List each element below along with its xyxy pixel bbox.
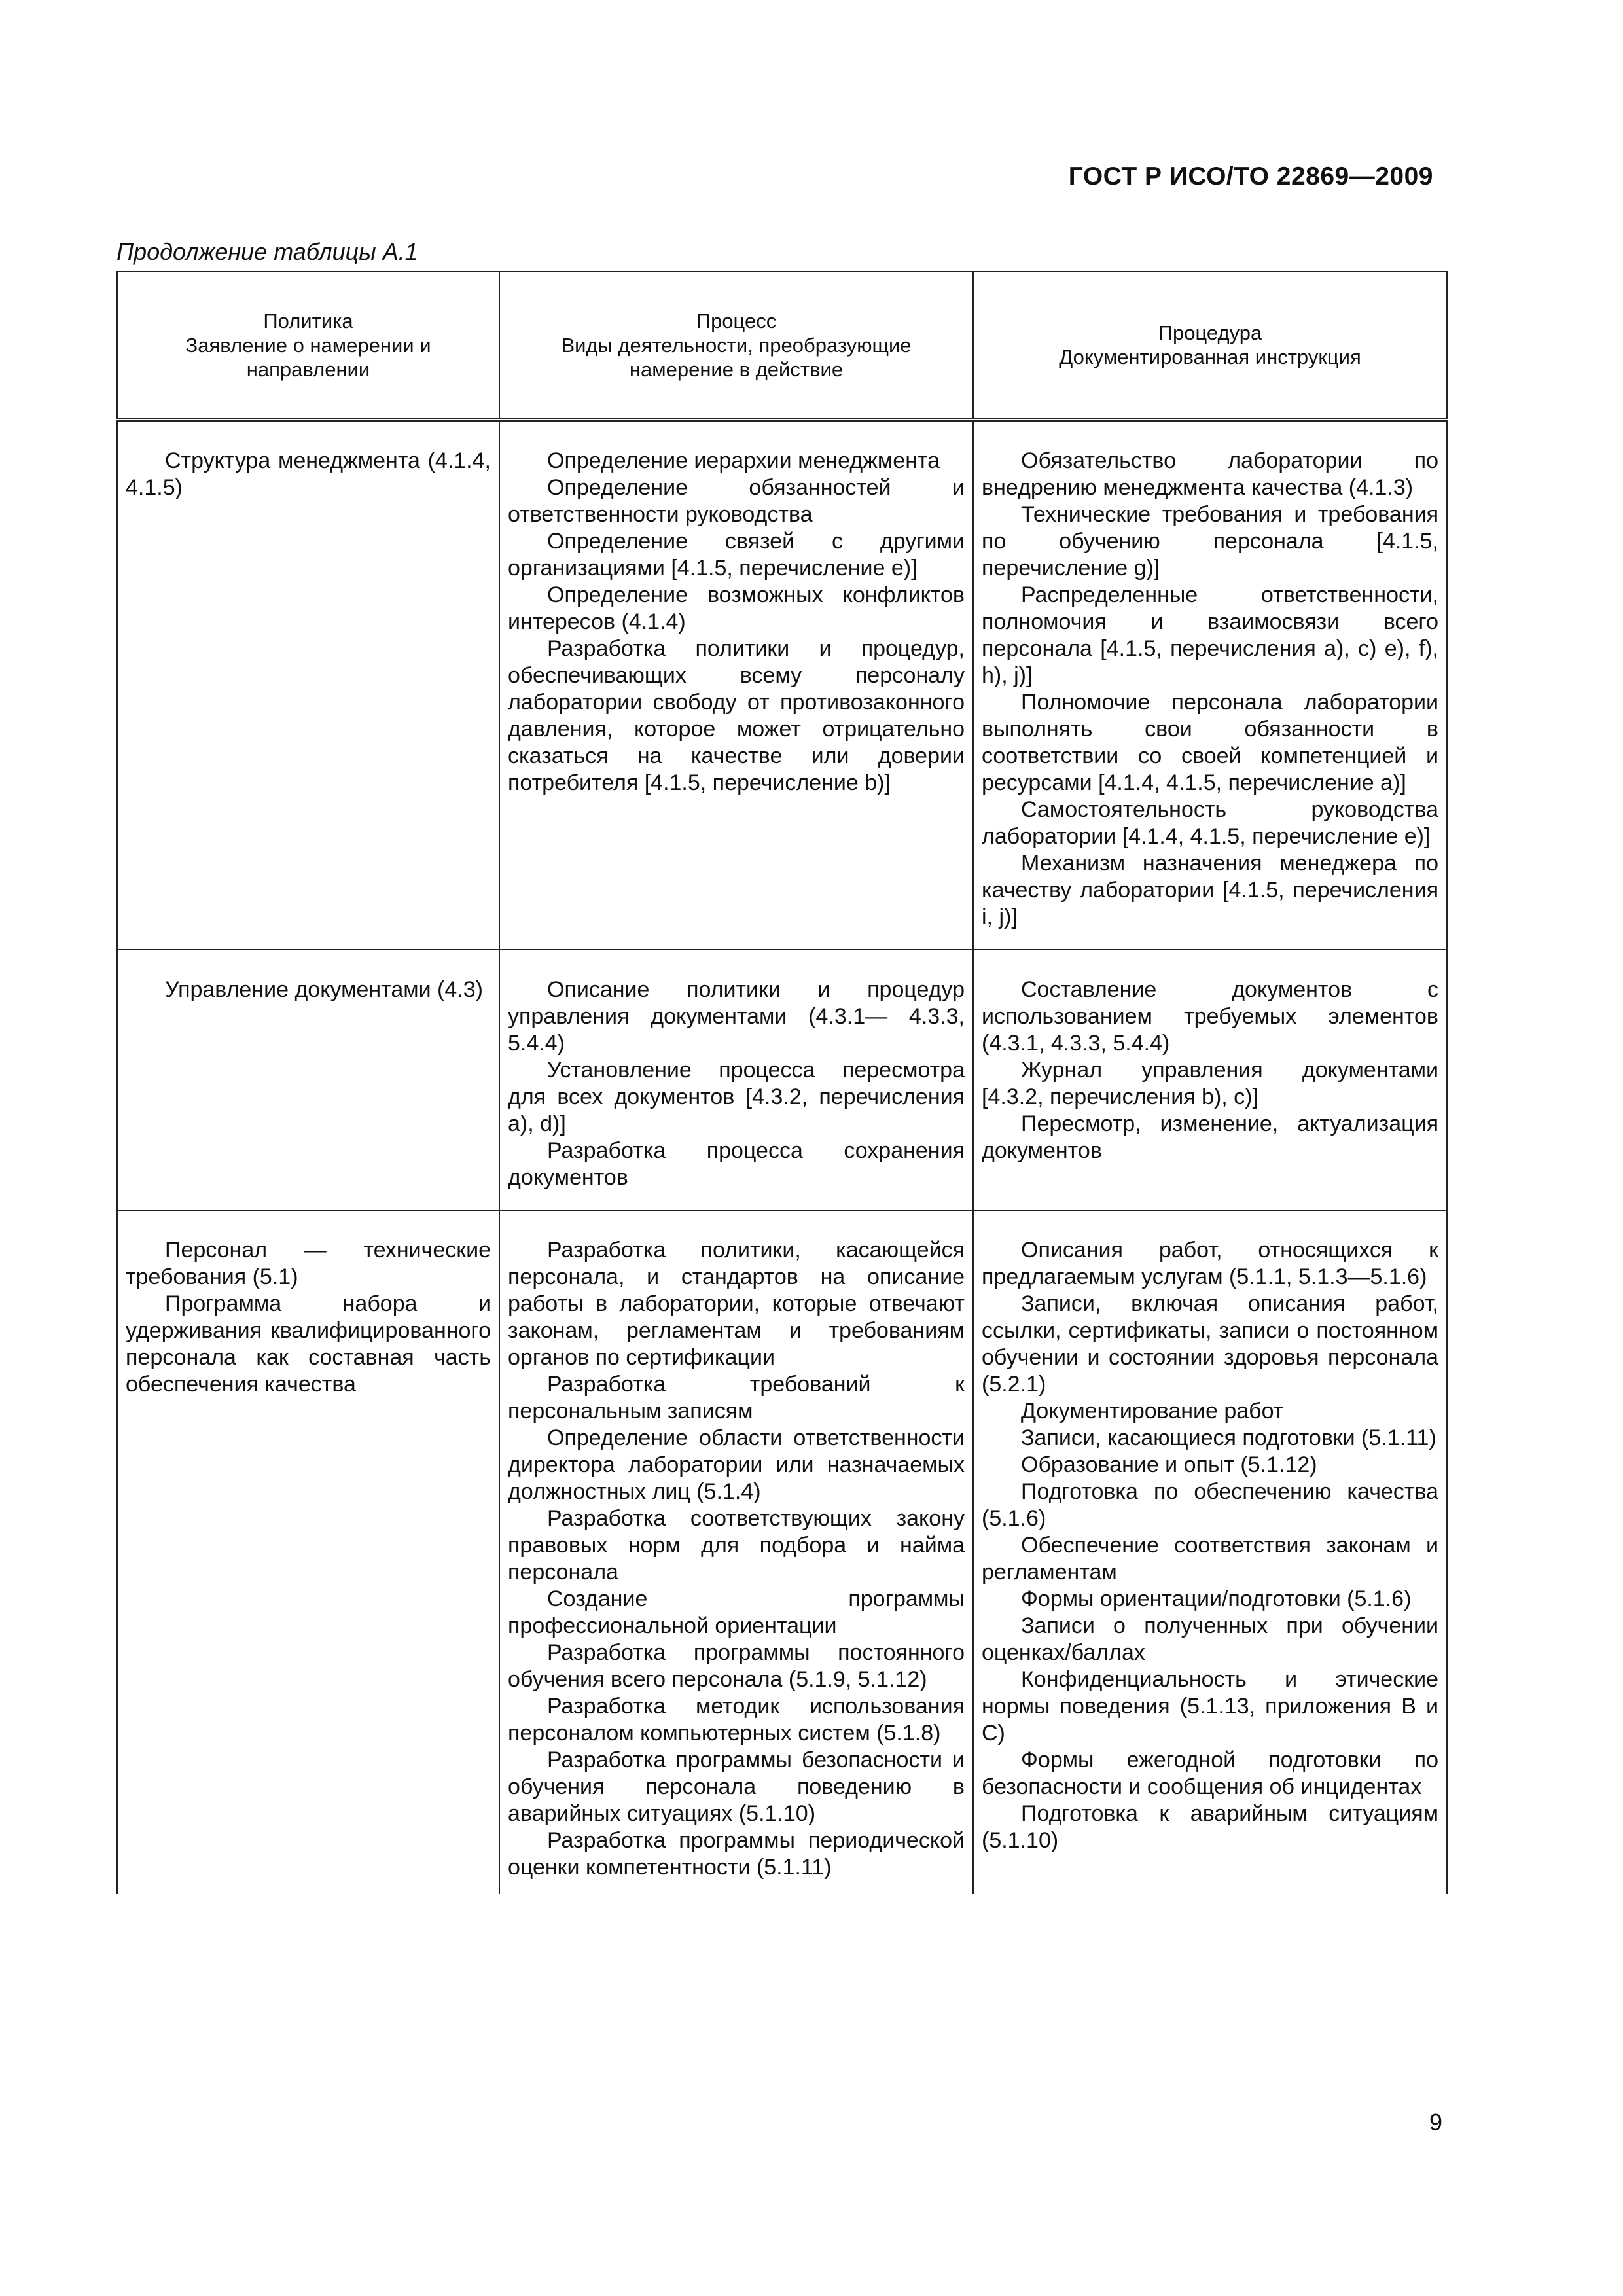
table-row	[117, 420, 1447, 950]
cell-paragraph: Разработка программы безопасности и обучения персонала поведению в аварийных ситуациях (5.1.10)	[508, 1748, 965, 1826]
cell-paragraph: Разработка программы периодической оценки компетентности (5.1.11)	[508, 1828, 965, 1880]
header-line: Заявление о намерении и	[185, 333, 431, 357]
header-line: Документированная инструкция	[1059, 346, 1361, 368]
cell-paragraph: Персонал — технические требования (5.1)	[126, 1238, 491, 1289]
process-cell	[499, 1210, 973, 1894]
table-row	[117, 1210, 1447, 1894]
cell-paragraph: Определение обязанностей и ответственности руководства	[508, 475, 965, 527]
cell-paragraph: Определение возможных конфликтов интересов (4.1.4)	[508, 583, 965, 634]
cell-paragraph: Формы ежегодной подготовки по безопасности и сообщения об инцидентах	[982, 1748, 1438, 1799]
cell-paragraph: Образование и опыт (5.1.12)	[1021, 1452, 1317, 1477]
cell-paragraph: Механизм назначения менеджера по качеству лаборатории [4.1.5, перечисления i, j)]	[982, 851, 1438, 929]
column-header-policy	[117, 272, 499, 420]
cell-paragraph: Создание программы профессиональной ориентации	[508, 1587, 965, 1638]
cell-paragraph: Формы ориентации/подготовки (5.1.6)	[1021, 1587, 1412, 1611]
page-number: 9	[1429, 2109, 1442, 2136]
cell-paragraph: Разработка политики, касающейся персонала, и стандартов на описание работы в лаборатории, которые отвечают законам, регламентам и требованиям органов по сертификации	[508, 1238, 965, 1370]
cell-paragraph: Записи, включая описания работ, ссылки, сертификаты, записи о постоянном обучении и состоянии здоровья персонала (5.2.1)	[982, 1291, 1438, 1397]
table-caption: Продолжение таблицы А.1	[116, 238, 418, 265]
cell-paragraph: Записи, касающиеся подготовки (5.1.11)	[1021, 1426, 1436, 1450]
cell-paragraph: Программа набора и удерживания квалифицированного персонала как составная часть обеспечения качества	[126, 1291, 491, 1397]
cell-paragraph: Журнал управления документами [4.3.2, перечисления b), c)]	[982, 1058, 1438, 1109]
cell-paragraph: Записи о полученных при обучении оценках/баллах	[982, 1613, 1438, 1665]
policy-cell	[117, 420, 499, 950]
cell-paragraph: Определение связей с другими организациями [4.1.5, перечисление e)]	[508, 529, 965, 581]
cell-paragraph: Структура менеджмента (4.1.4, 4.1.5)	[126, 448, 491, 500]
procedure-cell	[973, 1210, 1447, 1894]
cell-paragraph: Описание политики и процедур управления документами (4.3.1— 4.3.3, 5.4.4)	[508, 977, 965, 1056]
policy-cell	[117, 1210, 499, 1894]
cell-paragraph: Составление документов с использованием требуемых элементов (4.3.1, 4.3.3, 5.4.4)	[982, 977, 1438, 1056]
cell-paragraph: Конфиденциальность и этические нормы поведения (5.1.13, приложения В и С)	[982, 1667, 1438, 1746]
cell-paragraph: Документирование работ	[1021, 1399, 1284, 1424]
cell-paragraph: Разработка требований к персональным записям	[508, 1372, 965, 1424]
process-cell	[499, 950, 973, 1210]
header-line: направлении	[246, 357, 370, 381]
column-header-procedure	[973, 272, 1447, 420]
cell-paragraph: Описания работ, относящихся к предлагаемым услугам (5.1.1, 5.1.3—5.1.6)	[982, 1238, 1438, 1289]
cell-paragraph: Определение области ответственности директора лаборатории или назначаемых должностных лиц (5.1.4)	[508, 1426, 965, 1504]
cell-paragraph: Технические требования и требования по обучению персонала [4.1.5, перечисление g)]	[982, 502, 1438, 581]
policy-process-procedure-table	[116, 271, 1448, 1894]
document-standard-id: ГОСТ Р ИСО/ТО 22869—2009	[1068, 162, 1433, 190]
procedure-cell	[973, 950, 1447, 1210]
column-header-process	[499, 272, 973, 420]
cell-paragraph: Установление процесса пересмотра для всех документов [4.3.2, перечисления a), d)]	[508, 1058, 965, 1136]
cell-paragraph: Подготовка по обеспечению качества (5.1.6)	[982, 1479, 1438, 1531]
cell-paragraph: Управление документами (4.3)	[165, 977, 483, 1002]
header-line: Процесс	[696, 309, 777, 332]
cell-paragraph: Полномочие персонала лаборатории выполнять свои обязанности в соответствии со своей компетенцией и ресурсами [4.1.4, 4.1.5, перечисление a)]	[982, 690, 1438, 795]
cell-paragraph: Определение иерархии менеджмента	[547, 448, 940, 473]
cell-paragraph: Разработка процесса сохранения документов	[508, 1138, 965, 1190]
table-row	[117, 950, 1447, 1210]
cell-paragraph: Разработка программы постоянного обучения всего персонала (5.1.9, 5.1.12)	[508, 1640, 965, 1692]
header-line: Политика	[263, 309, 353, 332]
cell-paragraph: Распределенные ответственности, полномочия и взаимосвязи всего персонала [4.1.5, перечисления a), c) e), f), h), j)]	[982, 583, 1438, 688]
cell-paragraph: Разработка соответствующих закону правовых норм для подбора и найма персонала	[508, 1506, 965, 1585]
header-line: намерение в действие	[629, 357, 844, 381]
cell-paragraph: Обязательство лаборатории по внедрению менеджмента качества (4.1.3)	[982, 448, 1438, 500]
cell-paragraph: Подготовка к аварийным ситуациям (5.1.10)	[982, 1801, 1438, 1853]
cell-paragraph: Разработка политики и процедур, обеспечивающих всему персоналу лаборатории свободу от противозаконного давления, которое может отрицательно сказаться на качестве или доверии потребителя [4.1.5, перечисление b)]	[508, 636, 965, 795]
cell-paragraph: Разработка методик использования персоналом компьютерных систем (5.1.8)	[508, 1694, 965, 1746]
cell-paragraph: Пересмотр, изменение, актуализация документов	[982, 1111, 1438, 1163]
policy-cell	[117, 950, 499, 1210]
header-line: Процедура	[1158, 321, 1262, 344]
process-cell	[499, 420, 973, 950]
cell-paragraph: Самостоятельность руководства лаборатории [4.1.4, 4.1.5, перечисление e)]	[982, 797, 1438, 849]
header-line: Виды деятельности, преобразующие	[561, 333, 912, 357]
table-header-row	[117, 272, 1447, 420]
cell-paragraph: Обеспечение соответствия законам и регламентам	[982, 1533, 1438, 1585]
procedure-cell	[973, 420, 1447, 950]
